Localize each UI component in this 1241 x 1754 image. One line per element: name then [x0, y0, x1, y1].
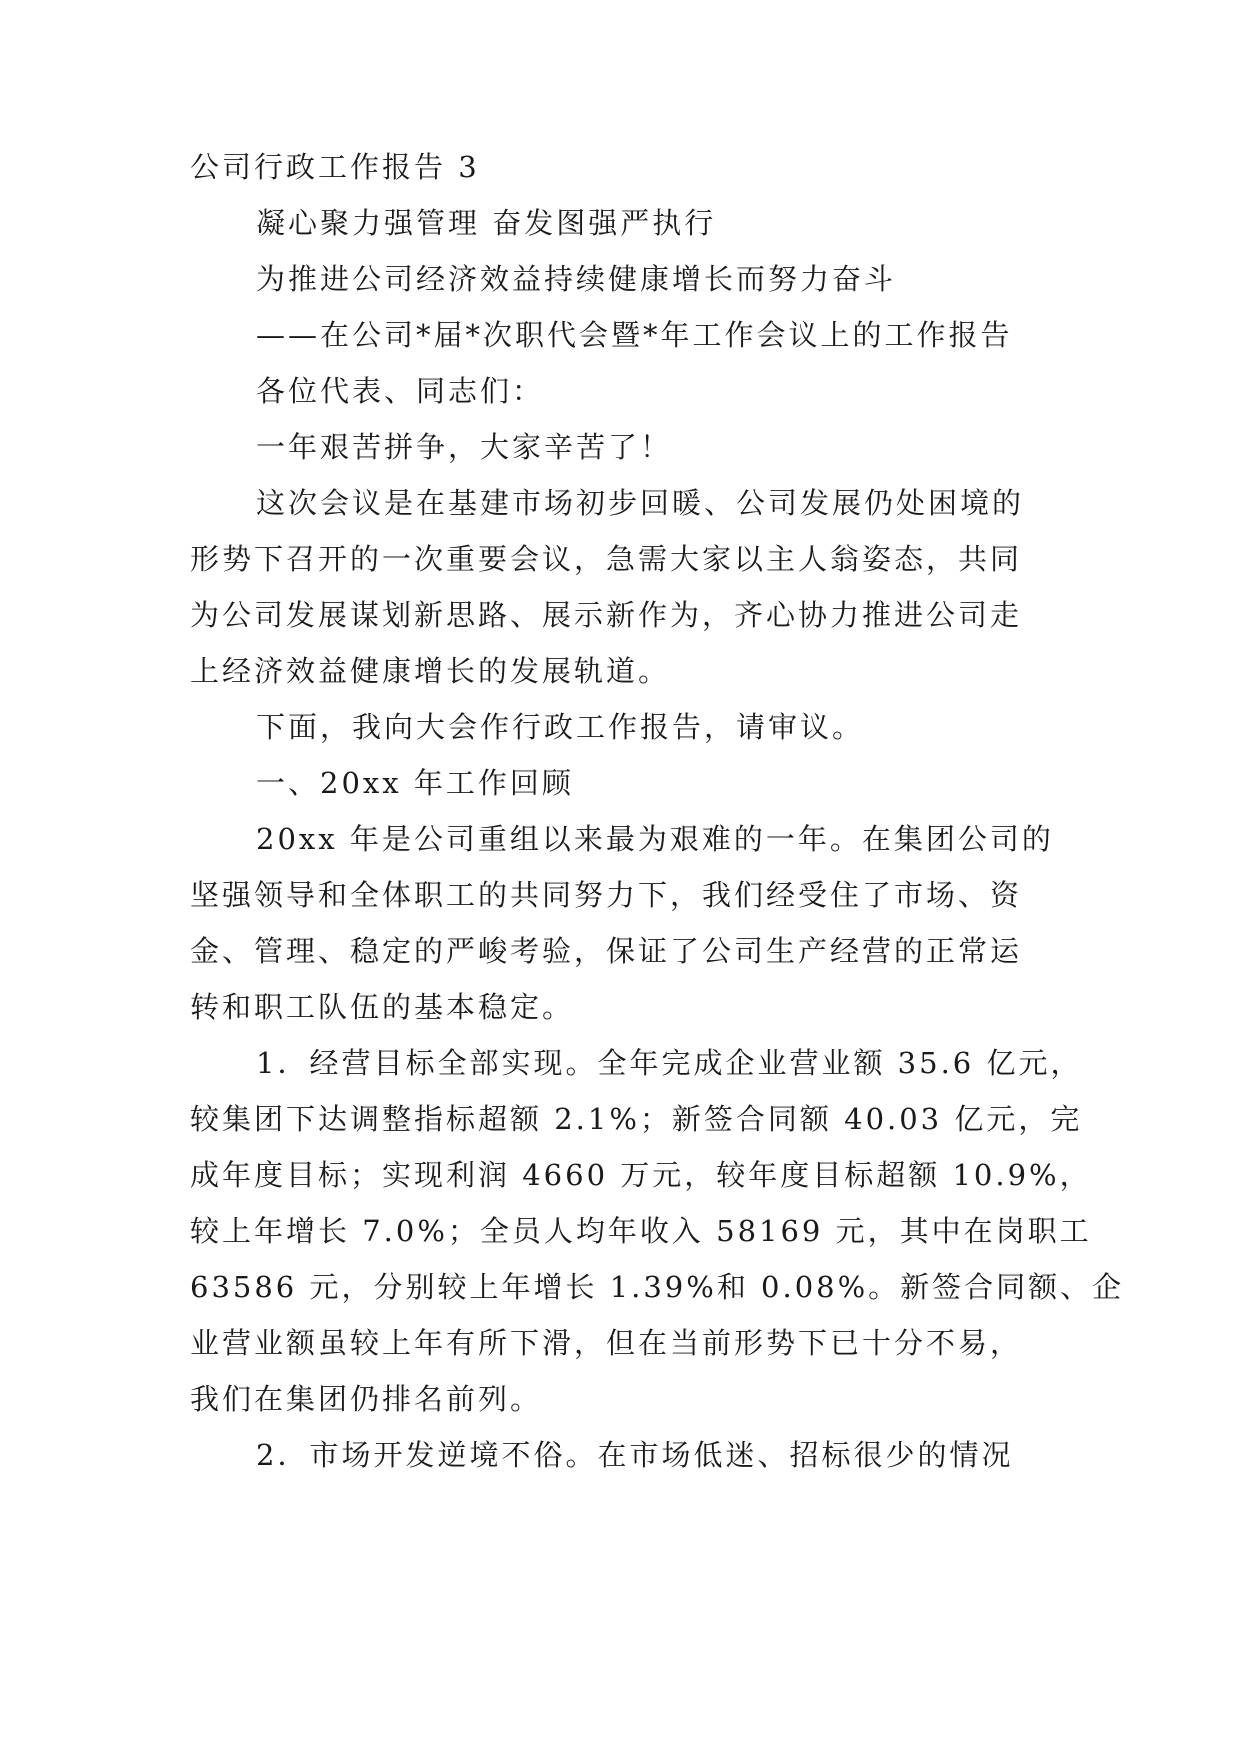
subtitle-line-2: 为推进公司经济效益持续健康增长而努力奋斗	[256, 262, 897, 296]
paragraph-line: 业营业额虽较上年有所下滑，但在当前形势下已十分不易，	[190, 1326, 1023, 1360]
paragraph-line: 上经济效益健康增长的发展轨道。	[190, 654, 671, 688]
salutation: 各位代表、同志们：	[256, 374, 545, 408]
paragraph-line: 这次会议是在基建市场初步回暖、公司发展仍处困境的	[256, 486, 1025, 520]
subtitle-line-1: 凝心聚力强管理 奋发图强严执行	[256, 206, 717, 240]
paragraph-line: 转和职工队伍的基本稳定。	[190, 990, 575, 1024]
paragraph-line: 为公司发展谋划新思路、展示新作为，齐心协力推进公司走	[190, 598, 1023, 632]
paragraph-line: 下面，我向大会作行政工作报告，请审议。	[256, 710, 865, 744]
paragraph-line: 2．市场开发逆境不俗。在市场低迷、招标很少的情况	[256, 1438, 1014, 1472]
paragraph-line: 1．经营目标全部实现。全年完成企业营业额 35.6 亿元，	[256, 1046, 1083, 1080]
document-title: 公司行政工作报告 3	[190, 150, 480, 184]
section-heading: 一、20xx 年工作回顾	[256, 766, 574, 800]
paragraph-line: 形势下召开的一次重要会议，急需大家以主人翁姿态，共同	[190, 542, 1023, 576]
paragraph-line: 较集团下达调整指标超额 2.1%；新签合同额 40.03 亿元，完	[190, 1102, 1083, 1136]
greeting: 一年艰苦拼争，大家辛苦了！	[256, 430, 673, 464]
paragraph-line: 我们在集团仍排名前列。	[190, 1382, 543, 1416]
paragraph-line: 坚强领导和全体职工的共同努力下，我们经受住了市场、资	[190, 878, 1023, 912]
paragraph-line: 金、管理、稳定的严峻考验，保证了公司生产经营的正常运	[190, 934, 1023, 968]
paragraph-line: 20xx 年是公司重组以来最为艰难的一年。在集团公司的	[256, 822, 1054, 856]
paragraph-line: 较上年增长 7.0%；全员人均年收入 58169 元，其中在岗职工	[190, 1214, 1092, 1248]
paragraph-line: 成年度目标；实现利润 4660 万元，较年度目标超额 10.9%，	[190, 1158, 1092, 1192]
paragraph-line: 63586 元，分别较上年增长 1.39%和 0.08%。新签合同额、企	[190, 1270, 1125, 1304]
subtitle-line-3: ——在公司*届*次职代会暨*年工作会议上的工作报告	[256, 318, 1013, 352]
